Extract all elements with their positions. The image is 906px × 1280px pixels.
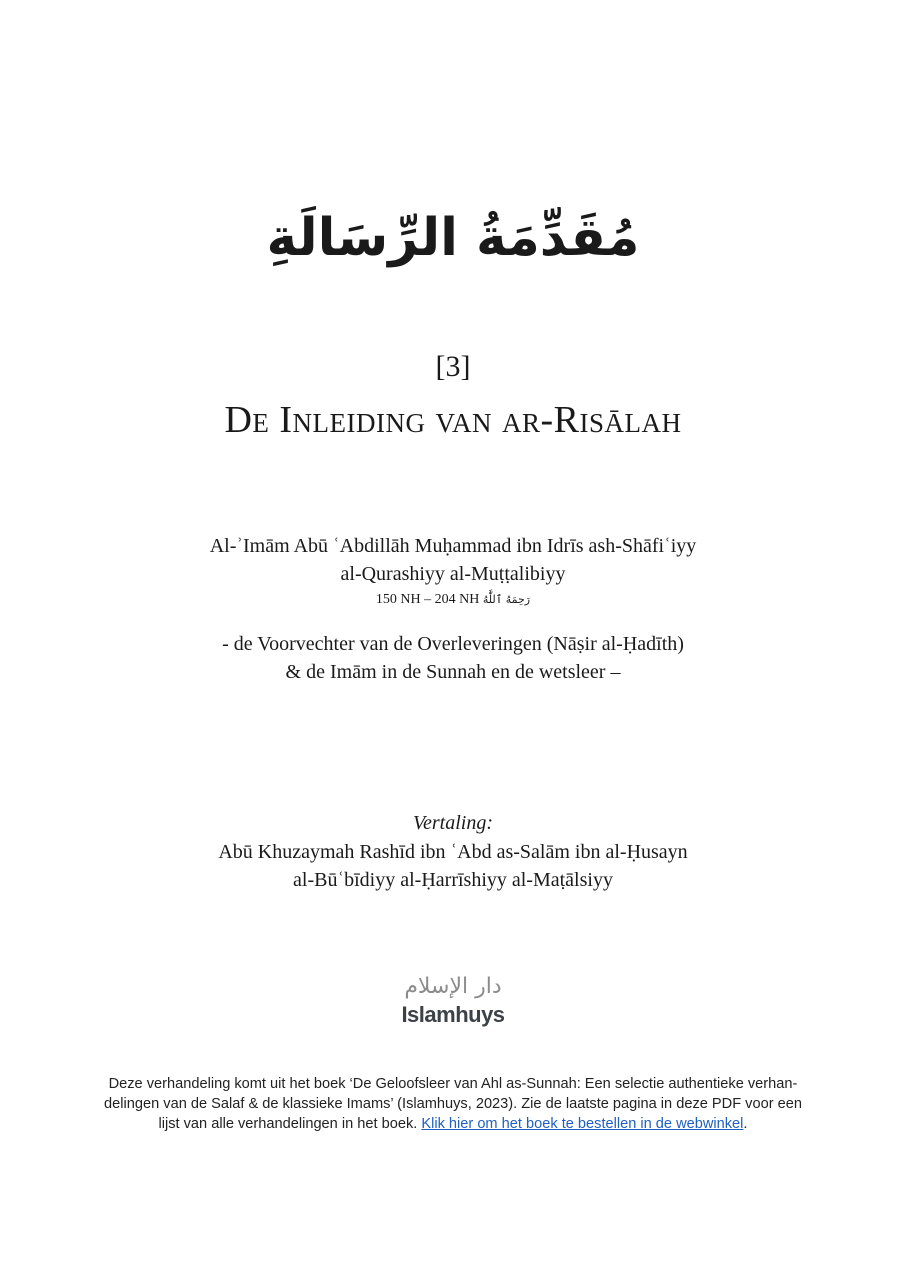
subtitle-line-1: - de Voorvechter van de Overleveringen (Nāṣir al-Ḥadīth) (222, 633, 684, 655)
treatise-number: [3] (435, 350, 471, 383)
author-line-1: Al-ʾImām Abū ʿAbdillāh Muḥammad ibn Idrīs ash-Shāfiʿiyy (209, 535, 697, 557)
footnote-text: Deze verhandeling komt uit het boek ‘De Geloofsleer van Ahl as-Sunnah: Een selectie authentieke verhan-delingen van de Salaf & de klassieke Imams’ (Islamhuys, 2023). Zie de laatste pagina in deze PDF voor een lijst van alle verhandelingen in het boek. (104, 1076, 802, 1132)
author-line-2: al-Qurashiyy al-Muṭṭalibiyy (340, 563, 566, 585)
order-book-link[interactable]: Klik hier om het boek te bestellen in de webwinkel (421, 1116, 744, 1132)
translation-label: Vertaling: (413, 812, 493, 834)
page-title: De Inleiding van ar-Risālah (224, 399, 682, 441)
honorific-text: رَحِمَهُ ٱللَّٰهُ (482, 593, 531, 606)
publisher-logo (0, 972, 906, 1028)
translator-block (0, 838, 906, 894)
footnote (100, 1074, 806, 1134)
author-dates (0, 592, 906, 608)
author-block (0, 532, 906, 588)
dates-text: 150 NH – 204 NH (375, 592, 480, 607)
footnote-end: . (743, 1116, 748, 1132)
translator-line-1: Abū Khuzaymah Rashīd ibn ʿAbd as-Salām ibn al-Ḥusayn (218, 841, 688, 863)
logo-arabic-calligraphy: دار الإسلام (404, 974, 502, 999)
arabic-title: مُقَدِّمَةُ الرِّسَالَةِ (266, 208, 640, 268)
subtitle-block (0, 630, 906, 686)
subtitle-line-2: & de Imām in de Sunnah en de wetsleer – (285, 661, 621, 683)
translator-line-2: al-Būʿbīdiyy al-Ḥarrīshiyy al-Maṭālsiyy (293, 869, 613, 891)
logo-name: Islamhuys (401, 1002, 505, 1027)
